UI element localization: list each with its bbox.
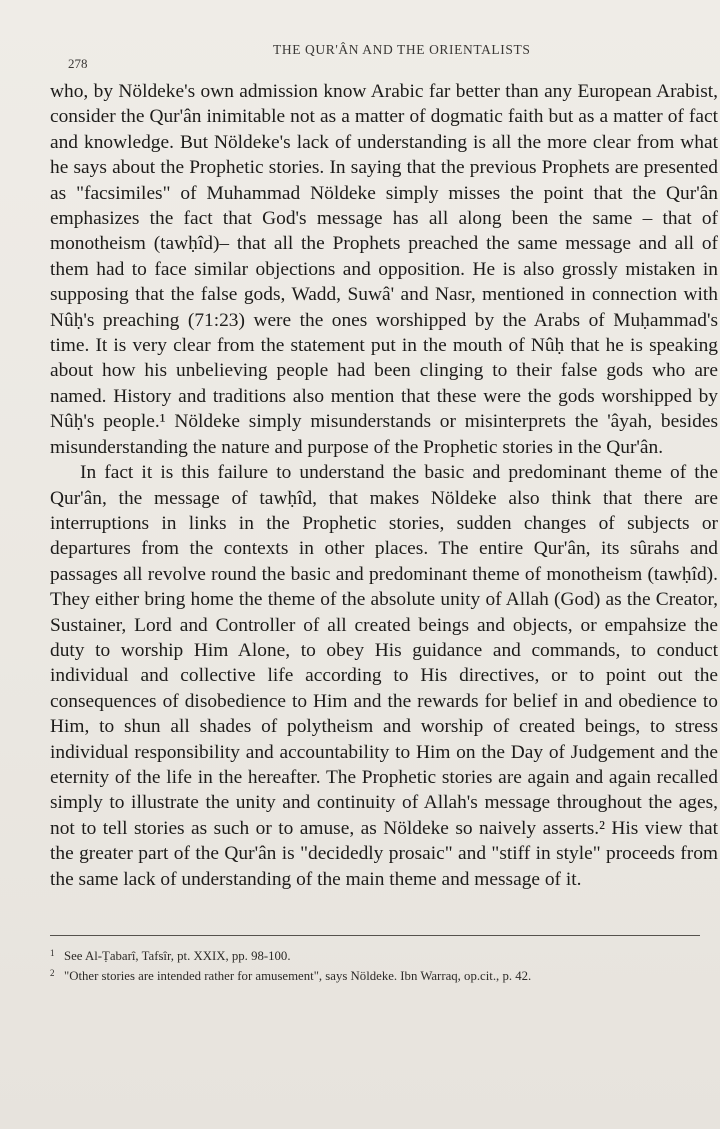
body-text: [50, 79, 718, 892]
paragraph-continued: who, by Nöldeke's own admission know Arabic far better than any European Arabist, consider the Qur'ân inimitable not as a matter of dogmatic faith but as a matter of fact and knowledge. But Nöldeke's lack of understanding is all the more clear from what he says about the Prophetic stories. In saying that the previous Prophets are presented as "facsimiles" of Muhammad Nöldeke simply misses the point that the Qur'ân emphasizes the fact that God's message has all along been the same – that of monotheism (tawḥîd)– that all the Prophets preached the same message and all of them had to face similar objections and opposition. He is also grossly mistaken in supposing that the false gods, Wadd, Suwâ' and Nasr, mentioned in connection with Nûḥ's preaching (71:23) were the ones worshipped by the Arabs of Muḥammad's time. It is very clear from the statement put in the mouth of Nûḥ that he is speaking about how his unbelieving people had been clinging to their false gods who are named. History and traditions also mention that these were the gods worshipped by Nûḥ's people.¹ Nöldeke simply misunderstands or misinterprets the 'âyah, besides misunderstanding the nature and purpose of the Prophetic stories in the Qur'ân.: [50, 81, 718, 458]
footnote-separator: [50, 935, 700, 936]
paragraph: In fact it is this failure to understand the basic and predominant theme of the Qur'ân, the message of tawḥîd, that makes Nöldeke also think that there are interruptions in links in the Prophetic stories, sudden changes of subjects or departures from the contexts in other places. The entire Qur'ân, its sûrahs and passages all revolve round the basic and predominant theme of monotheism (tawḥîd). They either bring home the theme of the absolute unity of Allah (God) as the Creator, Sustainer, Lord and Controller of all created beings and objects, or empahsize the duty to worship Him Alone, to obey His guidance and commands, to conduct individual and collective life according to His directives, or to point out the consequences of disobedience to Him and the rewards for belief in and obedience to Him, to shun all shades of polytheism and worship of created beings, to stress individual responsibility and accountability to Him on the Day of Judgement and the eternity of the life in the hereafter. The Prophetic stories are again and again recalled simply to illustrate the unity and continuity of Allah's message throughout the ages, not to tell stories as such or to amuse, as Nöldeke so naively asserts.² His view that the greater part of the Qur'ân is "decidedly prosaic" and "stiff in style" proceeds from the same lack of understanding of the main theme and message of it.: [50, 462, 718, 890]
running-head: [68, 42, 700, 71]
footnote: [50, 966, 690, 986]
page-number: 278: [68, 56, 88, 71]
footnote-marker: 1: [50, 948, 55, 958]
running-title: THE QUR'ÂN AND THE ORIENTALISTS: [273, 42, 531, 57]
footnote-marker: 2: [50, 968, 55, 978]
footnotes: [50, 946, 690, 986]
footnote-text: "Other stories are intended rather for amusement", says Nöldeke. Ibn Warraq, op.cit., p. 42.: [64, 969, 532, 983]
footnote: [50, 946, 690, 966]
footnote-text: See Al-Ṭabarî, Tafsîr, pt. XXIX, pp. 98-100.: [64, 949, 291, 963]
